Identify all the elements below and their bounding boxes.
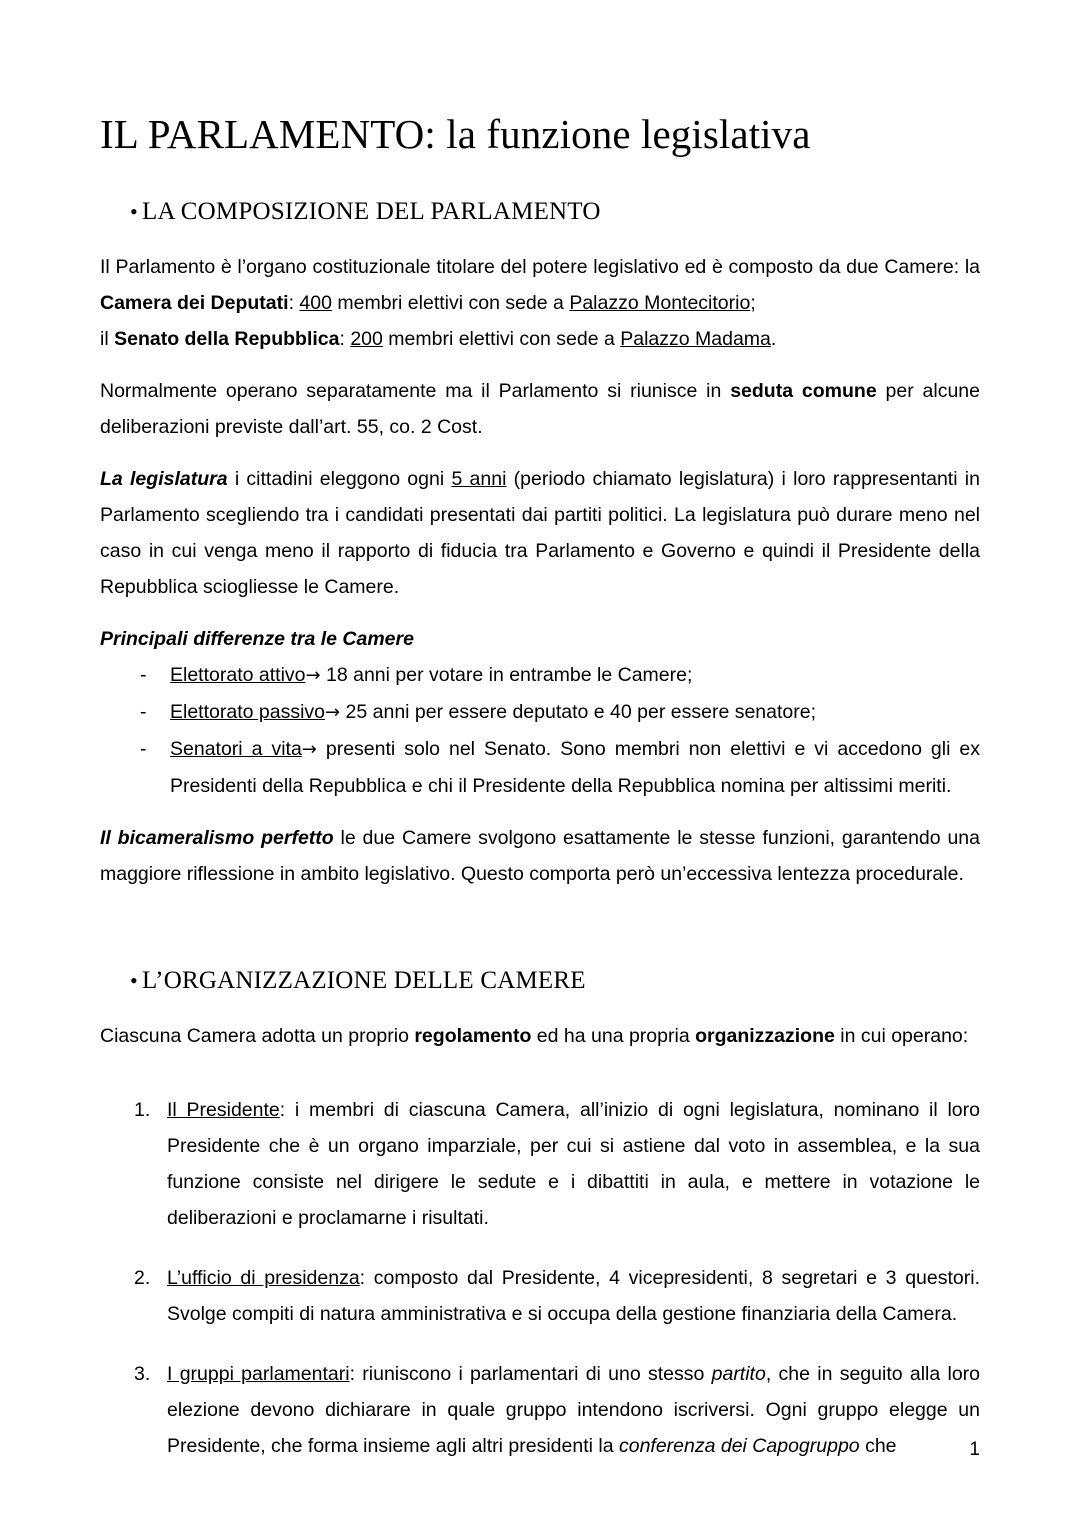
p1-text-a: Il Parlamento è l’organo costituzionale titolare del potere legislativo ed è composto da due Camere: la: [100, 256, 980, 279]
p1-text-h: membri elettivi con sede a: [382, 328, 621, 351]
p2-text-a: Normalmente operano separatamente ma il Parlamento si riunisce in: [100, 380, 731, 403]
page-number: 1: [969, 1439, 980, 1460]
dash-marker-icon: -: [140, 664, 147, 687]
p3-text-a: i cittadini eleggono ogni: [227, 468, 452, 491]
p1-underline-montecitorio: Palazzo Montecitorio: [569, 292, 751, 315]
dash-item-text: presenti solo nel Senato. Sono membri non elettivi e vi accedono gli ex Presidenti della Repubblica e chi il Presidente della Repubblica nomina per altissimi meriti.: [170, 738, 981, 798]
dash-item-term: Senatori a vita: [170, 738, 302, 761]
list-item: [100, 1356, 980, 1464]
dash-marker-icon: -: [140, 701, 147, 724]
list-item: [100, 1092, 980, 1236]
num-item-text: : i membri di ciascuna Camera, all’inizio di ogni legislatura, nominano il loro Presidente che è un organo imparziale, per cui si astiene dal voto in assemblea, e la sua funzione consiste nel dirigere le sedute e i dibattiti in aula, e mettere in votazione le deliberazioni e proclamarne i risultati.: [167, 1099, 980, 1230]
p1-text-c: :: [288, 292, 300, 315]
arrow-right-icon: →: [305, 665, 321, 687]
p2-bold-seduta-comune: seduta comune: [730, 380, 877, 403]
p5-text-a: le due Camere svolgono esattamente le stesse funzioni, garantendo una maggiore riflessione in ambito legislativo. Questo comporta però un’eccessiva lentezza procedurale.: [100, 827, 980, 886]
num-item-text-c: che: [859, 1435, 897, 1458]
page-title: IL PARLAMENTO: la funzione legislativa: [100, 111, 811, 157]
bullet-icon: •: [130, 199, 138, 225]
num-item-text: : composto dal Presidente, 4 vicepresidenti, 8 segretari e 3 questori. Svolge compiti di natura amministrativa e si occupa della gestione finanziaria della Camera.: [167, 1267, 980, 1326]
num-item-term: L’ufficio di presidenza: [167, 1267, 360, 1290]
p5-bolditalic-bicameralismo: Il bicameralismo perfetto: [100, 827, 334, 850]
p2-text-c: per alcune deliberazioni previste dall’art. 55, co. 2 Cost.: [100, 380, 981, 439]
list-number: 2.: [134, 1267, 151, 1290]
paragraph-regolamento: [100, 1018, 980, 1054]
dash-item-text: 25 anni per essere deputato e 40 per essere senatore;: [340, 701, 817, 724]
p1-underline-madama: Palazzo Madama: [620, 328, 771, 351]
p6-text-c: ed ha una propria: [531, 1025, 696, 1048]
p1-bold-camera-deputati: Camera dei Deputati: [100, 292, 289, 315]
num-item-term: I gruppi parlamentari: [167, 1363, 350, 1386]
list-item: [100, 731, 980, 804]
p6-bold-organizzazione: organizzazione: [695, 1025, 835, 1048]
section-heading-composizione: [100, 197, 980, 227]
list-number: 3.: [134, 1363, 151, 1386]
p1-underline-400: 400: [299, 292, 332, 315]
principali-differenze-label: Principali differenze tra le Camere: [100, 628, 414, 651]
paragraph-seduta-comune: [100, 373, 980, 445]
dash-item-term: Elettorato passivo: [170, 701, 326, 724]
numbered-list-organi: [100, 1092, 980, 1464]
dash-item-term: Elettorato attivo: [170, 664, 306, 687]
section-heading-label: L’ORGANIZZAZIONE DELLE CAMERE: [142, 967, 586, 995]
dash-item-text: 18 anni per votare in entrambe le Camere;: [320, 664, 693, 687]
section-heading-label: LA COMPOSIZIONE DEL PARLAMENTO: [142, 198, 601, 226]
arrow-right-icon: →: [325, 702, 341, 724]
num-item-text-b: , che in seguito alla loro elezione devono dichiarare in quale gruppo intendono iscriversi. Ogni gruppo elegge un Presidente, che forma insieme agli altri presidenti la: [167, 1363, 981, 1458]
arrow-right-icon: →: [301, 739, 317, 761]
num-item-italic-partito: partito: [711, 1363, 766, 1386]
paragraph-composizione: [100, 249, 980, 357]
p6-text-d: in cui operano:: [834, 1025, 969, 1048]
dash-list-differenze: [100, 657, 980, 804]
p1-text-g: :: [339, 328, 351, 351]
p1-text-i: .: [770, 328, 777, 351]
num-item-italic-conferenza: conferenza dei Capogruppo: [618, 1435, 860, 1458]
p6-bold-regolamento: regolamento: [414, 1025, 532, 1048]
p1-text-d: membri elettivi con sede a: [331, 292, 570, 315]
p1-text-e: ;: [750, 292, 756, 315]
p1-text-f: il: [100, 328, 115, 351]
dash-marker-icon: -: [140, 738, 147, 761]
list-number: 1.: [134, 1099, 151, 1122]
bullet-icon: •: [130, 968, 138, 994]
list-item: [100, 657, 980, 694]
num-item-text-a: : riuniscono i parlamentari di uno stesso: [349, 1363, 712, 1386]
section-heading-organizzazione: [100, 966, 980, 996]
p3-bolditalic-la-legislatura: La legislatura: [100, 468, 228, 491]
p6-text-a: Ciascuna Camera adotta un proprio: [100, 1025, 415, 1048]
paragraph-legislatura: [100, 461, 980, 605]
list-item: [100, 694, 980, 731]
p1-bold-senato-repubblica: Senato della Repubblica: [114, 328, 340, 351]
p1-underline-200: 200: [350, 328, 383, 351]
paragraph-bicameralismo: [100, 820, 980, 892]
num-item-term: Il Presidente: [167, 1099, 280, 1122]
p3-text-b: (periodo chiamato legislatura) i loro rappresentanti in Parlamento scegliendo tra i candidati presentati dai partiti politici. La legislatura può durare meno nel caso in cui venga meno il rapporto di fiducia tra Parlamento e Governo e quindi il Presidente della Repubblica sciogliesse le Camere.: [100, 468, 980, 599]
p3-underline-5-anni: 5 anni: [451, 468, 507, 491]
list-item: [100, 1260, 980, 1332]
heading-principali-differenze: [100, 621, 980, 657]
